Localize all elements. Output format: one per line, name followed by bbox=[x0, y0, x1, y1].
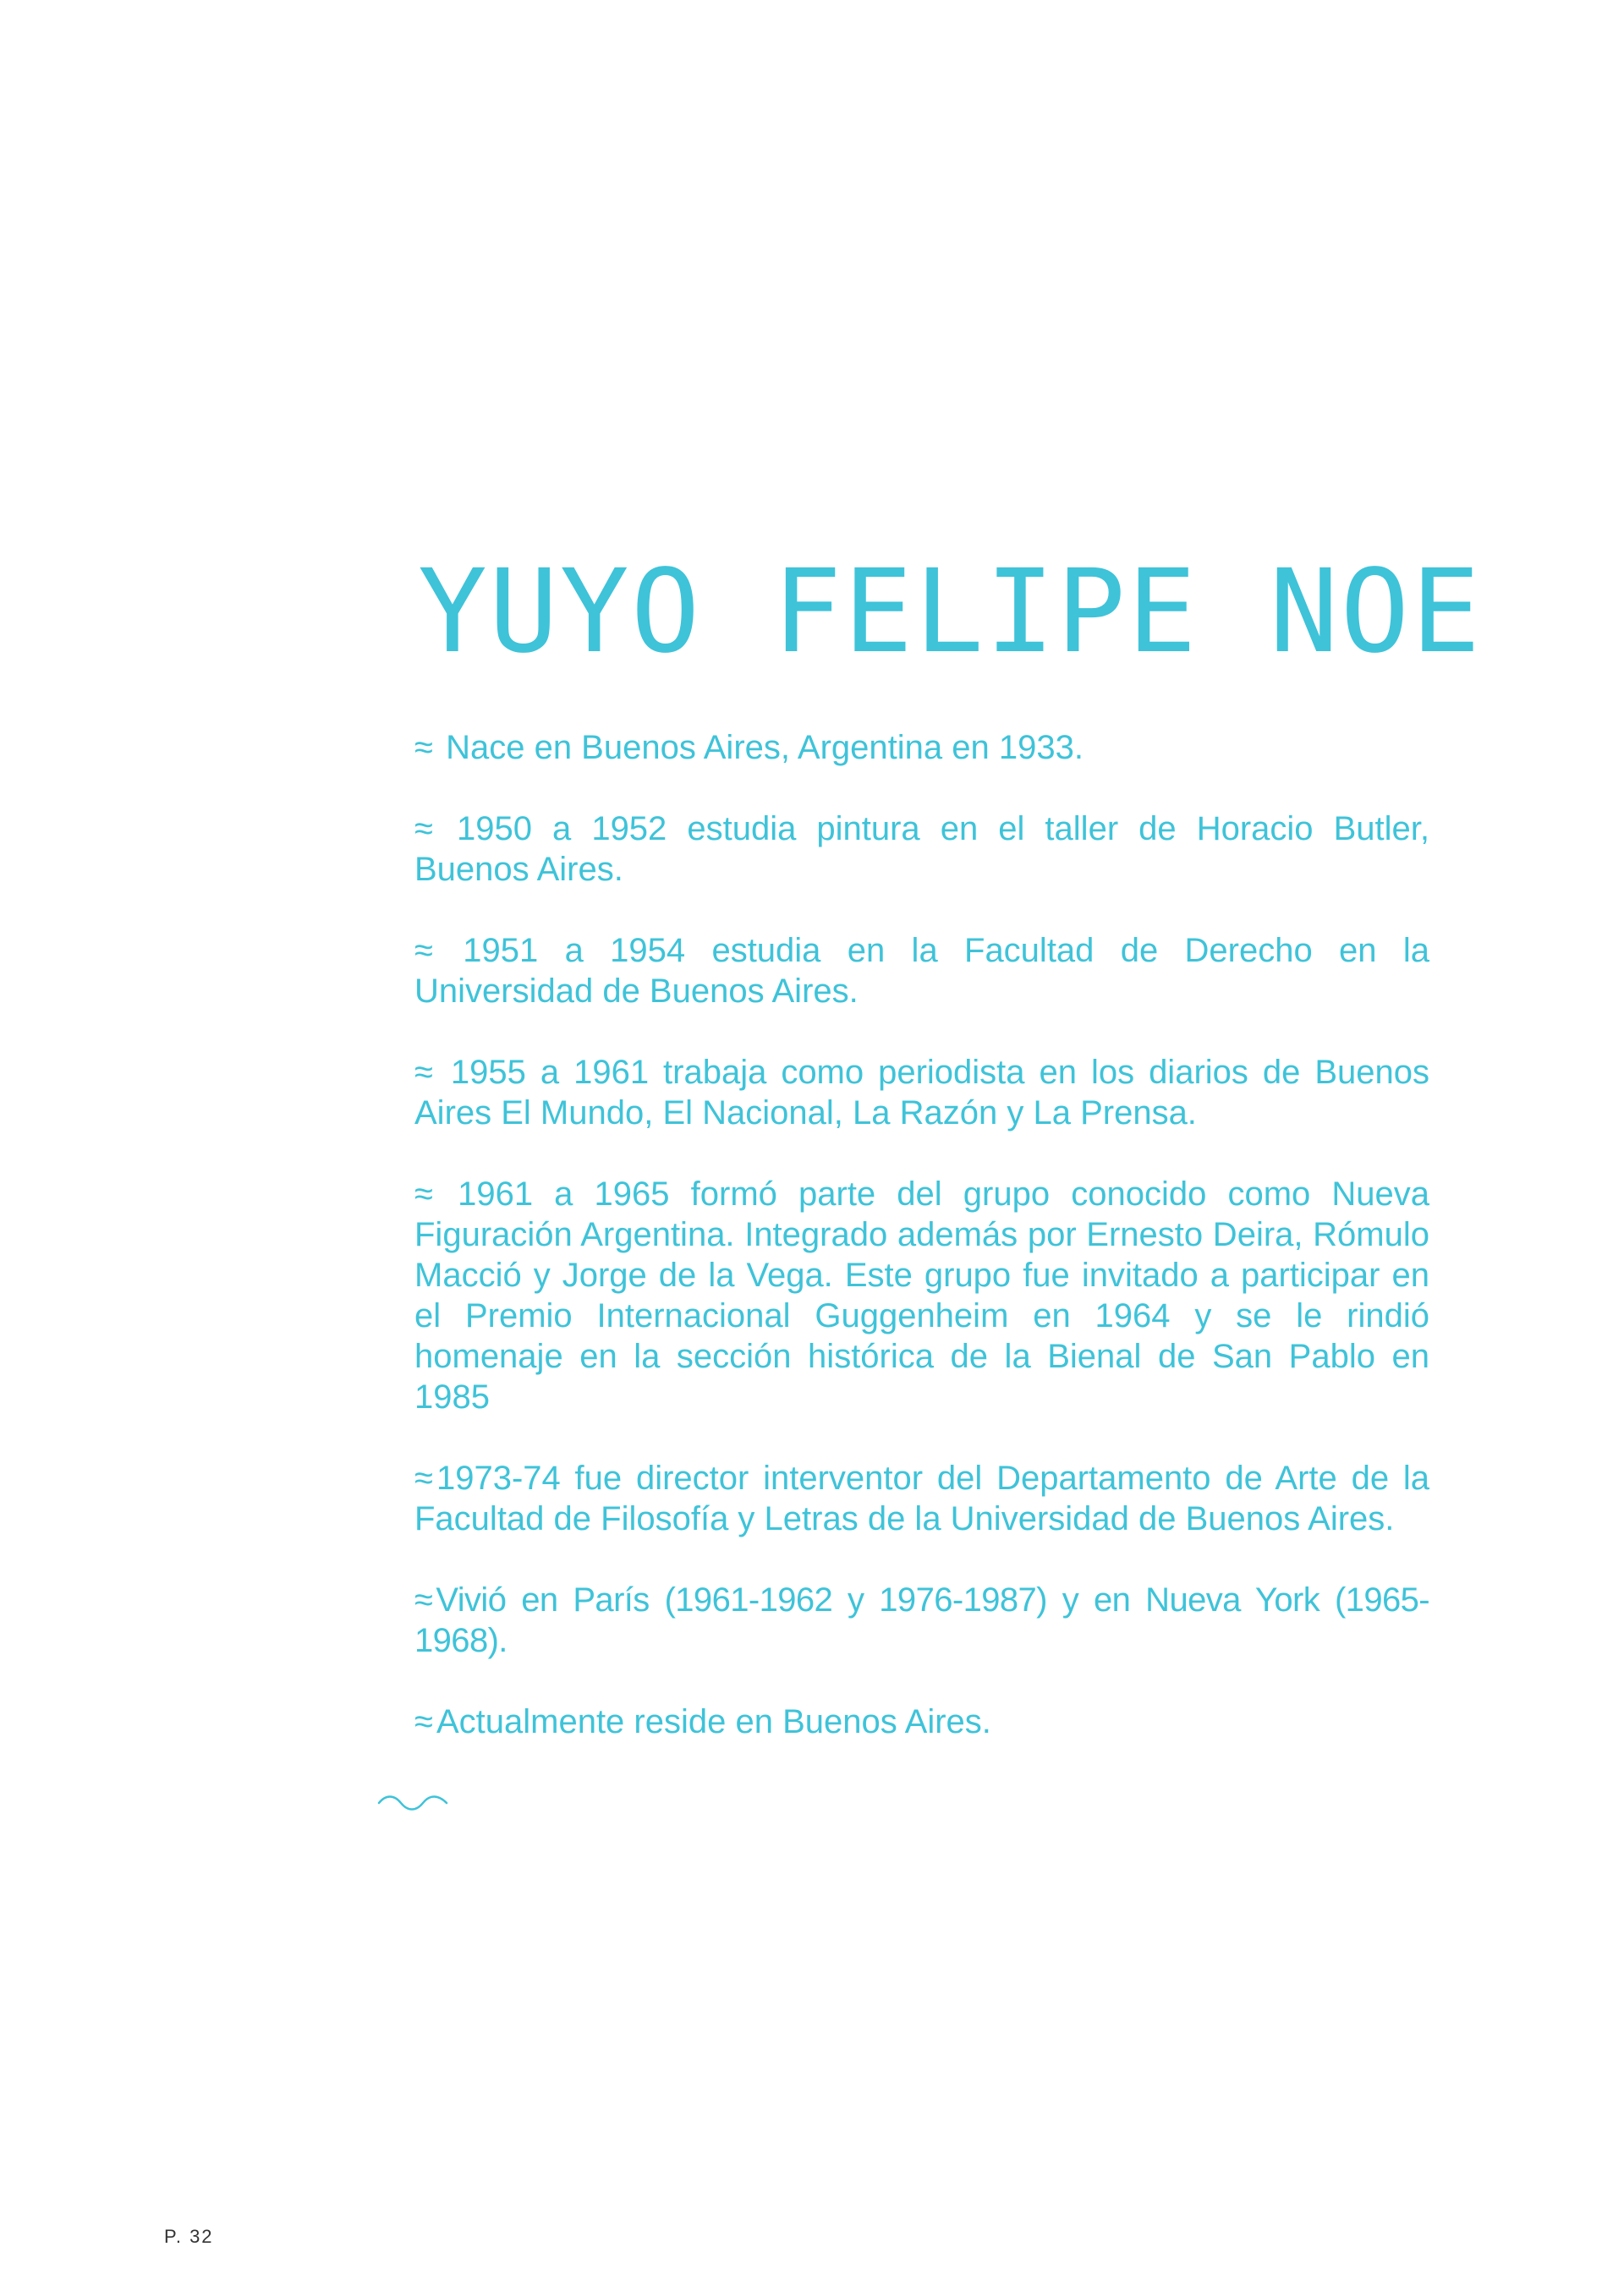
biography-entry bbox=[414, 808, 1429, 890]
entry-text: Nace en Buenos Aires, Argentina en 1933. bbox=[446, 729, 1084, 766]
biography-entry bbox=[414, 1701, 1429, 1742]
approx-bullet-icon: ≈ bbox=[414, 1581, 433, 1619]
wave-icon bbox=[377, 1793, 448, 1813]
approx-bullet-icon: ≈ bbox=[414, 1054, 433, 1091]
approx-bullet-icon: ≈ bbox=[414, 729, 433, 766]
entry-text: 1951 a 1954 estudia en la Facultad de Derecho en la Universidad de Buenos Aires. bbox=[414, 932, 1429, 1010]
biography-entry bbox=[414, 1174, 1429, 1417]
approx-bullet-icon: ≈ bbox=[414, 1703, 433, 1740]
biography-entry bbox=[414, 727, 1429, 768]
page-title: YUYO FELIPE NOE bbox=[418, 545, 1483, 679]
biography-entry bbox=[414, 930, 1429, 1011]
approx-bullet-icon: ≈ bbox=[414, 1460, 433, 1497]
approx-bullet-icon: ≈ bbox=[414, 1175, 433, 1213]
approx-bullet-icon: ≈ bbox=[414, 810, 433, 847]
entry-text: 1955 a 1961 trabaja como periodista en los diarios de Buenos Aires El Mundo, El Nacional, La Razón y La Prensa. bbox=[414, 1054, 1429, 1132]
entry-text: 1950 a 1952 estudia pintura en el taller de Horacio Butler, Buenos Aires. bbox=[414, 810, 1429, 888]
biography-entry bbox=[414, 1458, 1429, 1539]
biography-list bbox=[414, 727, 1429, 1783]
approx-bullet-icon: ≈ bbox=[414, 932, 433, 969]
entry-text: 1961 a 1965 formó parte del grupo conocido como Nueva Figuración Argentina. Integrado además por Ernesto Deira, Rómulo Macció y Jorge de la Vega. Este grupo fue invitado a participar en el Premio Internacional Guggenheim en 1964 y se le rindió homenaje en la sección histórica de la Bienal de San Pablo en 1985 bbox=[414, 1175, 1429, 1416]
biography-entry bbox=[414, 1580, 1429, 1661]
entry-text: 1973-74 fue director interventor del Departamento de Arte de la Facultad de Filosofía y Letras de la Universidad de Buenos Aires. bbox=[414, 1460, 1429, 1537]
entry-text: Vivió en París (1961-1962 y 1976-1987) y en Nueva York (1965-1968). bbox=[414, 1581, 1429, 1659]
page-number: P. 32 bbox=[164, 2226, 214, 2247]
entry-text: Actualmente reside en Buenos Aires. bbox=[436, 1703, 991, 1740]
biography-entry bbox=[414, 1052, 1429, 1133]
